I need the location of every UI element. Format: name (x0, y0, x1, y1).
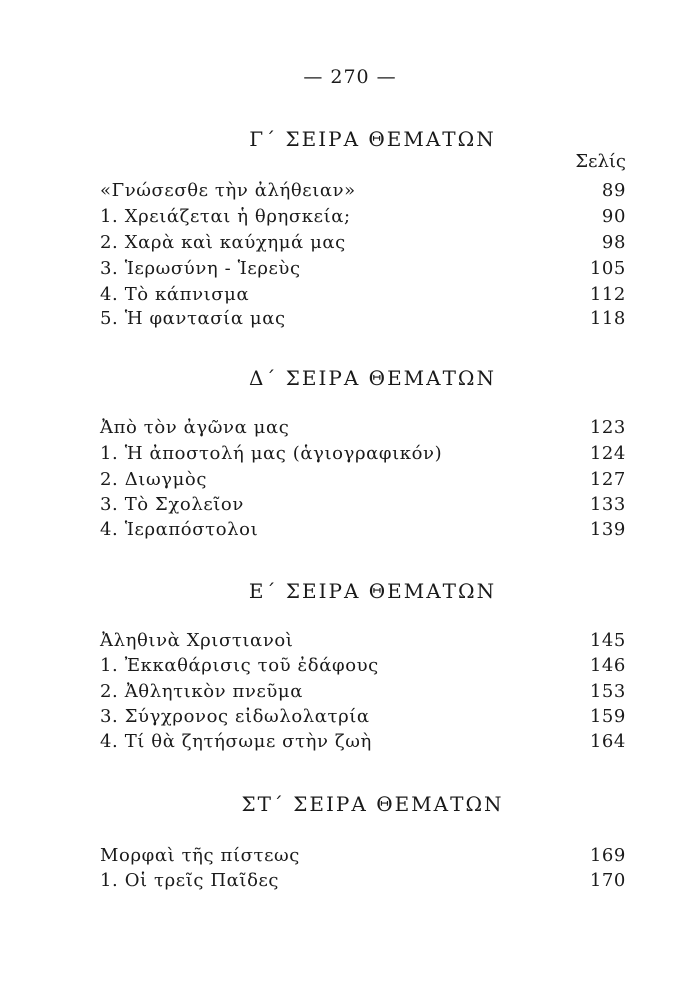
toc-entry (100, 845, 626, 871)
toc-entry-title: «Γνώσεσθε τὴν ἀλήθειαν» (100, 180, 356, 201)
section-heading-e: Ε΄ ΣΕΙΡΑ ΘΕΜΑΤΩΝ (248, 579, 497, 603)
page-number: — 270 — (303, 66, 397, 88)
toc-entry-page: 145 (589, 630, 626, 651)
toc-entry-page: 105 (589, 258, 626, 279)
section-heading-g: Γ΄ ΣΕΙΡΑ ΘΕΜΑΤΩΝ (249, 127, 496, 151)
toc-entry (100, 180, 626, 206)
toc-entry (100, 681, 626, 707)
toc-entry (100, 232, 626, 258)
toc-entry-page: 133 (589, 494, 626, 515)
toc-entry-page: 164 (589, 731, 626, 752)
toc-entry (100, 443, 626, 469)
toc-entry (100, 494, 626, 520)
toc-entry-title: 5. Ἡ φαντασία μας (100, 308, 286, 329)
toc-entry-page: 170 (589, 870, 626, 891)
toc-entry-page: 124 (589, 443, 626, 464)
toc-entry (100, 308, 626, 334)
toc-entry-title: 4. Τὸ κάπνισμα (100, 284, 250, 305)
toc-entry-title: 1. Ἡ ἀποστολή μας (ἁγιογραφικόν) (100, 443, 443, 464)
toc-entry-title: Ἀληθινὰ Χριστιανοὶ (100, 630, 294, 651)
toc-entry-page: 98 (601, 232, 626, 253)
toc-entry-page: 112 (589, 284, 626, 305)
toc-entry-title: 2. Χαρὰ καὶ καύχημά μας (100, 232, 346, 253)
toc-entry (100, 630, 626, 656)
toc-entry-page: 123 (589, 417, 626, 438)
toc-entry (100, 206, 626, 232)
toc-entry-title: Μορφαὶ τῆς πίστεως (100, 845, 300, 866)
toc-entry-page: 159 (589, 706, 626, 727)
toc-entry (100, 519, 626, 545)
toc-entry-title: 4. Τί θὰ ζητήσωμε στὴν ζωὴ (100, 731, 372, 752)
toc-entry (100, 258, 626, 284)
toc-entry (100, 417, 626, 443)
toc-entry-page: 146 (589, 655, 626, 676)
toc-entry (100, 706, 626, 732)
toc-entry (100, 655, 626, 681)
toc-entry-page: 127 (589, 469, 626, 490)
toc-entry-title: 1. Ἐκκαθάρισις τοῦ ἐδάφους (100, 655, 379, 676)
toc-entry (100, 870, 626, 896)
toc-entry (100, 284, 626, 310)
toc-entry (100, 731, 626, 757)
toc-entry-page: 118 (589, 308, 626, 329)
toc-entry-title: 3. Ἱερωσύνη - Ἱερεὺς (100, 258, 301, 279)
toc-entry-title: 2. Ἀθλητικὸν πνεῦμα (100, 681, 303, 702)
toc-entry-title: 3. Τὸ Σχολεῖον (100, 494, 244, 515)
toc-entry-title: Ἀπὸ τὸν ἀγῶνα μας (100, 417, 290, 438)
toc-entry-page: 90 (601, 206, 626, 227)
section-heading-d: Δ΄ ΣΕΙΡΑ ΘΕΜΑΤΩΝ (248, 366, 497, 390)
section-heading-st: ΣΤ΄ ΣΕΙΡΑ ΘΕΜΑΤΩΝ (241, 792, 504, 816)
toc-entry-title: 1. Χρειάζεται ἡ θρησκεία; (100, 206, 351, 227)
toc-entry-title: 2. Διωγμὸς (100, 469, 208, 490)
pages-column-label: Σελίς (575, 151, 626, 172)
toc-entry-page: 89 (601, 180, 626, 201)
toc-entry-page: 169 (589, 845, 626, 866)
toc-entry-page: 139 (589, 519, 626, 540)
toc-entry-page: 153 (589, 681, 626, 702)
toc-entry-title: 3. Σύγχρονος εἰδωλολατρία (100, 706, 370, 727)
toc-entry-title: 4. Ἱεραπόστολοι (100, 519, 259, 540)
toc-entry-title: 1. Οἱ τρεῖς Παῖδες (100, 870, 280, 891)
toc-entry (100, 469, 626, 495)
